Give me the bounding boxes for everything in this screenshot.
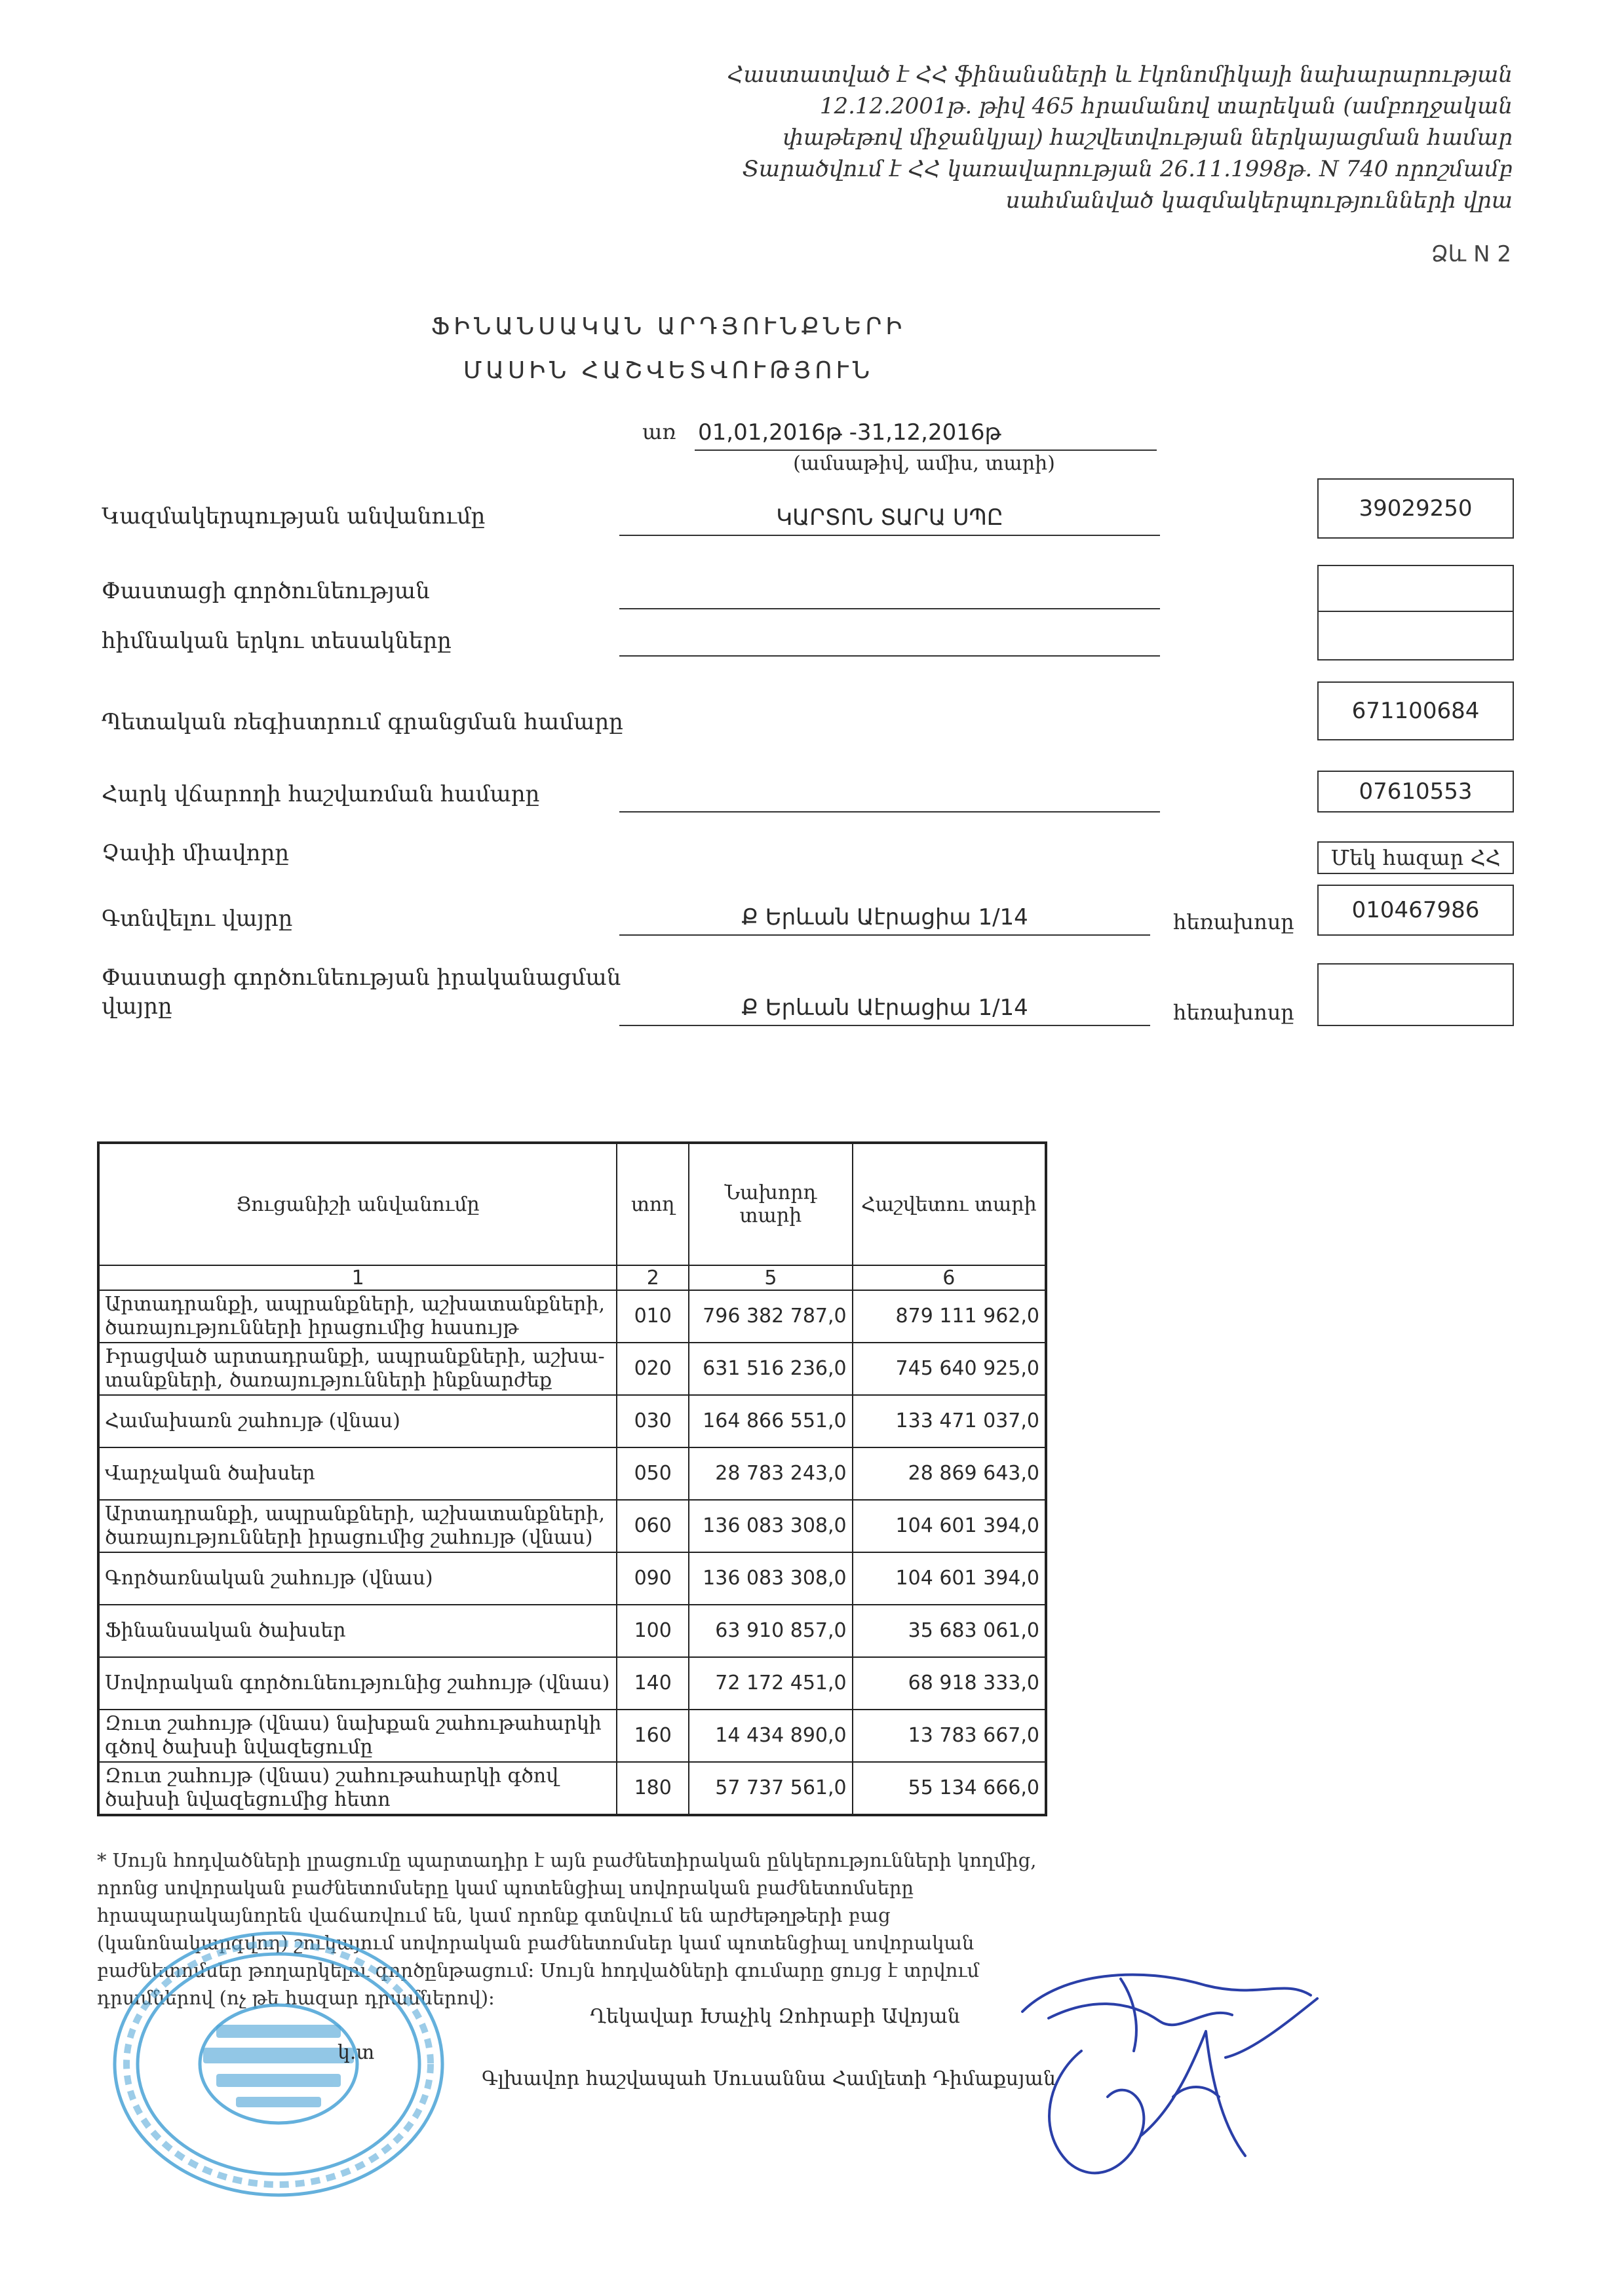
accountant-signature-line: Գլխավոր հաշվապահ Սուսաննա Համլետի Դիմաքսյան bbox=[482, 2067, 1056, 2090]
activity-line-1 bbox=[619, 577, 1160, 609]
previous-year-value: 28 783 243,0 bbox=[689, 1447, 852, 1500]
reporting-year-value: 28 869 643,0 bbox=[853, 1447, 1046, 1500]
previous-year-value: 136 083 308,0 bbox=[689, 1500, 852, 1552]
reporting-year-value: 104 601 394,0 bbox=[853, 1552, 1046, 1605]
line-code: 010 bbox=[617, 1290, 689, 1343]
index-cell: 6 bbox=[853, 1265, 1046, 1290]
table-index-row bbox=[98, 1265, 1046, 1290]
index-cell: 1 bbox=[98, 1265, 617, 1290]
stamp-place-label: կ.տ bbox=[338, 2041, 375, 2064]
reporting-year-value: 879 111 962,0 bbox=[853, 1290, 1046, 1343]
location-label: Գտնվելու վայրը bbox=[102, 906, 293, 932]
previous-year-value: 72 172 451,0 bbox=[689, 1657, 852, 1710]
period-hint: (ամսաթիվ, ամիս, տարի) bbox=[793, 452, 1055, 475]
approval-note bbox=[595, 59, 1513, 216]
previous-year-value: 136 083 308,0 bbox=[689, 1552, 852, 1605]
approval-line: 12.12.2001թ. թիվ 465 հրամանով տարեկան (ամբողջական bbox=[819, 93, 1513, 119]
form-number: Ձև N 2 bbox=[1431, 241, 1511, 267]
tax-number-label: Հարկ վճարողի հաշվառման համարը bbox=[102, 781, 540, 807]
reporting-year-value: 68 918 333,0 bbox=[853, 1657, 1046, 1710]
line-code: 050 bbox=[617, 1447, 689, 1500]
line-code: 140 bbox=[617, 1657, 689, 1710]
reporting-year-value: 104 601 394,0 bbox=[853, 1500, 1046, 1552]
approval-line: սահմանված կազմակերպությունների վրա bbox=[1005, 187, 1513, 214]
line-code: 060 bbox=[617, 1500, 689, 1552]
activity-code-box-1 bbox=[1317, 565, 1514, 612]
activity-label-1: Փաստացի գործունեության bbox=[102, 578, 430, 604]
reporting-year-value: 55 134 666,0 bbox=[853, 1762, 1046, 1815]
line-code: 030 bbox=[617, 1395, 689, 1447]
registration-label: Պետական ռեգիստրում գրանցման համարը bbox=[102, 709, 623, 735]
registration-box: 671100684 bbox=[1317, 681, 1514, 740]
location-value: Ք Երևան Աէրացիա 1/14 bbox=[619, 904, 1150, 936]
previous-year-value: 164 866 551,0 bbox=[689, 1395, 852, 1447]
unit-box: Մեկ հազար ՀՀ bbox=[1317, 841, 1514, 874]
tax-number-line bbox=[619, 781, 1160, 813]
approval-line: փաթեթով միջանկյալ) հաշվետվության ներկայացման համար bbox=[783, 124, 1513, 151]
previous-year-value: 631 516 236,0 bbox=[689, 1343, 852, 1395]
table-row bbox=[98, 1343, 1046, 1395]
indicator-name: Իրացված արտադրանքի, ապրանքների, աշխա- տանքների, ծառայությունների ինքնարժեք bbox=[98, 1343, 617, 1395]
table-header-row bbox=[98, 1143, 1046, 1265]
line-code: 160 bbox=[617, 1710, 689, 1762]
activity-line-2 bbox=[619, 628, 1160, 657]
activity-code-box-2 bbox=[1317, 611, 1514, 660]
indicator-name: Վարչական ծախսեր bbox=[98, 1447, 617, 1500]
indicator-name: Զուտ շահույթ (վնաս) նախքան շահութահարկի գծով ծախսի նվազեցումը bbox=[98, 1710, 617, 1762]
financial-results-table bbox=[97, 1141, 1047, 1816]
previous-year-value: 14 434 890,0 bbox=[689, 1710, 852, 1762]
activity-label-2: հիմնական երկու տեսակները bbox=[102, 628, 452, 654]
header-indicator-name: Ցուցանիշի անվանումը bbox=[98, 1143, 617, 1265]
table-row bbox=[98, 1290, 1046, 1343]
indicator-name: Արտադրանքի, ապրանքների, աշխատանքների, ծառայությունների իրացումից հասույթ bbox=[98, 1290, 617, 1343]
tax-number-box: 07610553 bbox=[1317, 771, 1514, 813]
document-title-line1: ՖԻՆԱՆՍԱԿԱՆ ԱՐԴՅՈՒՆՔՆԵՐԻ bbox=[431, 313, 906, 340]
table-row bbox=[98, 1395, 1046, 1447]
footnote: * Սույն հոդվածների լրացումը պարտադիր է այն բաժնետիրական ընկերությունների կողմից, որոնց սովորական բաժնետոմսերը կամ պոտենցիալ սովորական բաժնետոմսերը հրապարակայնորեն վաճառվում են, կամ որոնք գտնվում են արժեթղթերի բաց (կանոնակարգվող) շուկայում սովորական բաժնետոմսեր կամ պոտենցիալ սովորական բաժնետոմսեր թողարկելու գործընթացում: Սույն հոդվածների գումարը ցույց է տրվում դրամներով (ոչ թե հազար դրամներով): bbox=[97, 1849, 1037, 2009]
handwritten-signature bbox=[1009, 1959, 1324, 2195]
reporting-year-value: 35 683 061,0 bbox=[853, 1605, 1046, 1657]
table-row bbox=[98, 1657, 1046, 1710]
org-name-value: ԿԱՐՏՈՆ ՏԱՐԱ ՍՊԸ bbox=[619, 505, 1160, 536]
company-stamp-seal bbox=[105, 1926, 452, 2202]
period-value: 01,01,2016թ -31,12,2016թ bbox=[695, 419, 1157, 451]
indicator-name: Ֆինանսական ծախսեր bbox=[98, 1605, 617, 1657]
org-name-label: Կազմակերպության անվանումը bbox=[102, 503, 486, 529]
reporting-year-value: 133 471 037,0 bbox=[853, 1395, 1046, 1447]
table-row bbox=[98, 1500, 1046, 1552]
indicator-name: Համախառն շահույթ (վնաս) bbox=[98, 1395, 617, 1447]
previous-year-value: 63 910 857,0 bbox=[689, 1605, 852, 1657]
reporting-year-value: 13 783 667,0 bbox=[853, 1710, 1046, 1762]
indicator-name: Սովորական գործունեությունից շահույթ (վնաս) bbox=[98, 1657, 617, 1710]
indicator-name: Գործառնական շահույթ (վնաս) bbox=[98, 1552, 617, 1605]
director-signature-line: Ղեկավար Խաչիկ Զոհրաբի Ավոյան bbox=[590, 2005, 960, 2028]
table-row bbox=[98, 1605, 1046, 1657]
org-code-box: 39029250 bbox=[1317, 478, 1514, 539]
period-prefix: առ bbox=[642, 419, 676, 444]
header-previous-year: Նախորդ տարի bbox=[689, 1143, 852, 1265]
indicator-name: Արտադրանքի, ապրանքների, աշխատանքների, ծառայությունների իրացումից շահույթ (վնաս) bbox=[98, 1500, 617, 1552]
table-row bbox=[98, 1710, 1046, 1762]
previous-year-value: 57 737 561,0 bbox=[689, 1762, 852, 1815]
index-cell: 5 bbox=[689, 1265, 852, 1290]
location-phone-box: 010467986 bbox=[1317, 885, 1514, 936]
approval-line: Տարածվում է ՀՀ կառավարության 26.11.1998թ. N 740 որոշմամբ bbox=[742, 156, 1513, 182]
line-code: 020 bbox=[617, 1343, 689, 1395]
location-phone-label: հեռախոսը bbox=[1173, 909, 1294, 934]
header-line: տող bbox=[617, 1143, 689, 1265]
indicator-name: Զուտ շահույթ (վնաս) շահութահարկի գծով ծախսի նվազեցումից հետո bbox=[98, 1762, 617, 1815]
document-title-line2: ՄԱՍԻՆ ՀԱՇՎԵՏՎՈՒԹՅՈՒՆ bbox=[463, 357, 874, 384]
unit-label: Չափի միավորը bbox=[102, 840, 290, 866]
table-row bbox=[98, 1552, 1046, 1605]
actual-place-label-2: վայրը bbox=[102, 993, 172, 1020]
actual-phone-label: հեռախոսը bbox=[1173, 1000, 1294, 1025]
line-code: 180 bbox=[617, 1762, 689, 1815]
actual-place-value: Ք Երևան Աէրացիա 1/14 bbox=[619, 995, 1150, 1026]
approval-line: Հաստատված է ՀՀ ֆինանսների և էկոնոմիկայի նախարարության bbox=[727, 62, 1513, 88]
reporting-year-value: 745 640 925,0 bbox=[853, 1343, 1046, 1395]
previous-year-value: 796 382 787,0 bbox=[689, 1290, 852, 1343]
actual-phone-box bbox=[1317, 963, 1514, 1026]
table-row bbox=[98, 1762, 1046, 1815]
actual-place-label-1: Փաստացի գործունեության իրականացման bbox=[102, 965, 621, 991]
header-reporting-year: Հաշվետու տարի bbox=[853, 1143, 1046, 1265]
line-code: 090 bbox=[617, 1552, 689, 1605]
line-code: 100 bbox=[617, 1605, 689, 1657]
index-cell: 2 bbox=[617, 1265, 689, 1290]
table-row bbox=[98, 1447, 1046, 1500]
